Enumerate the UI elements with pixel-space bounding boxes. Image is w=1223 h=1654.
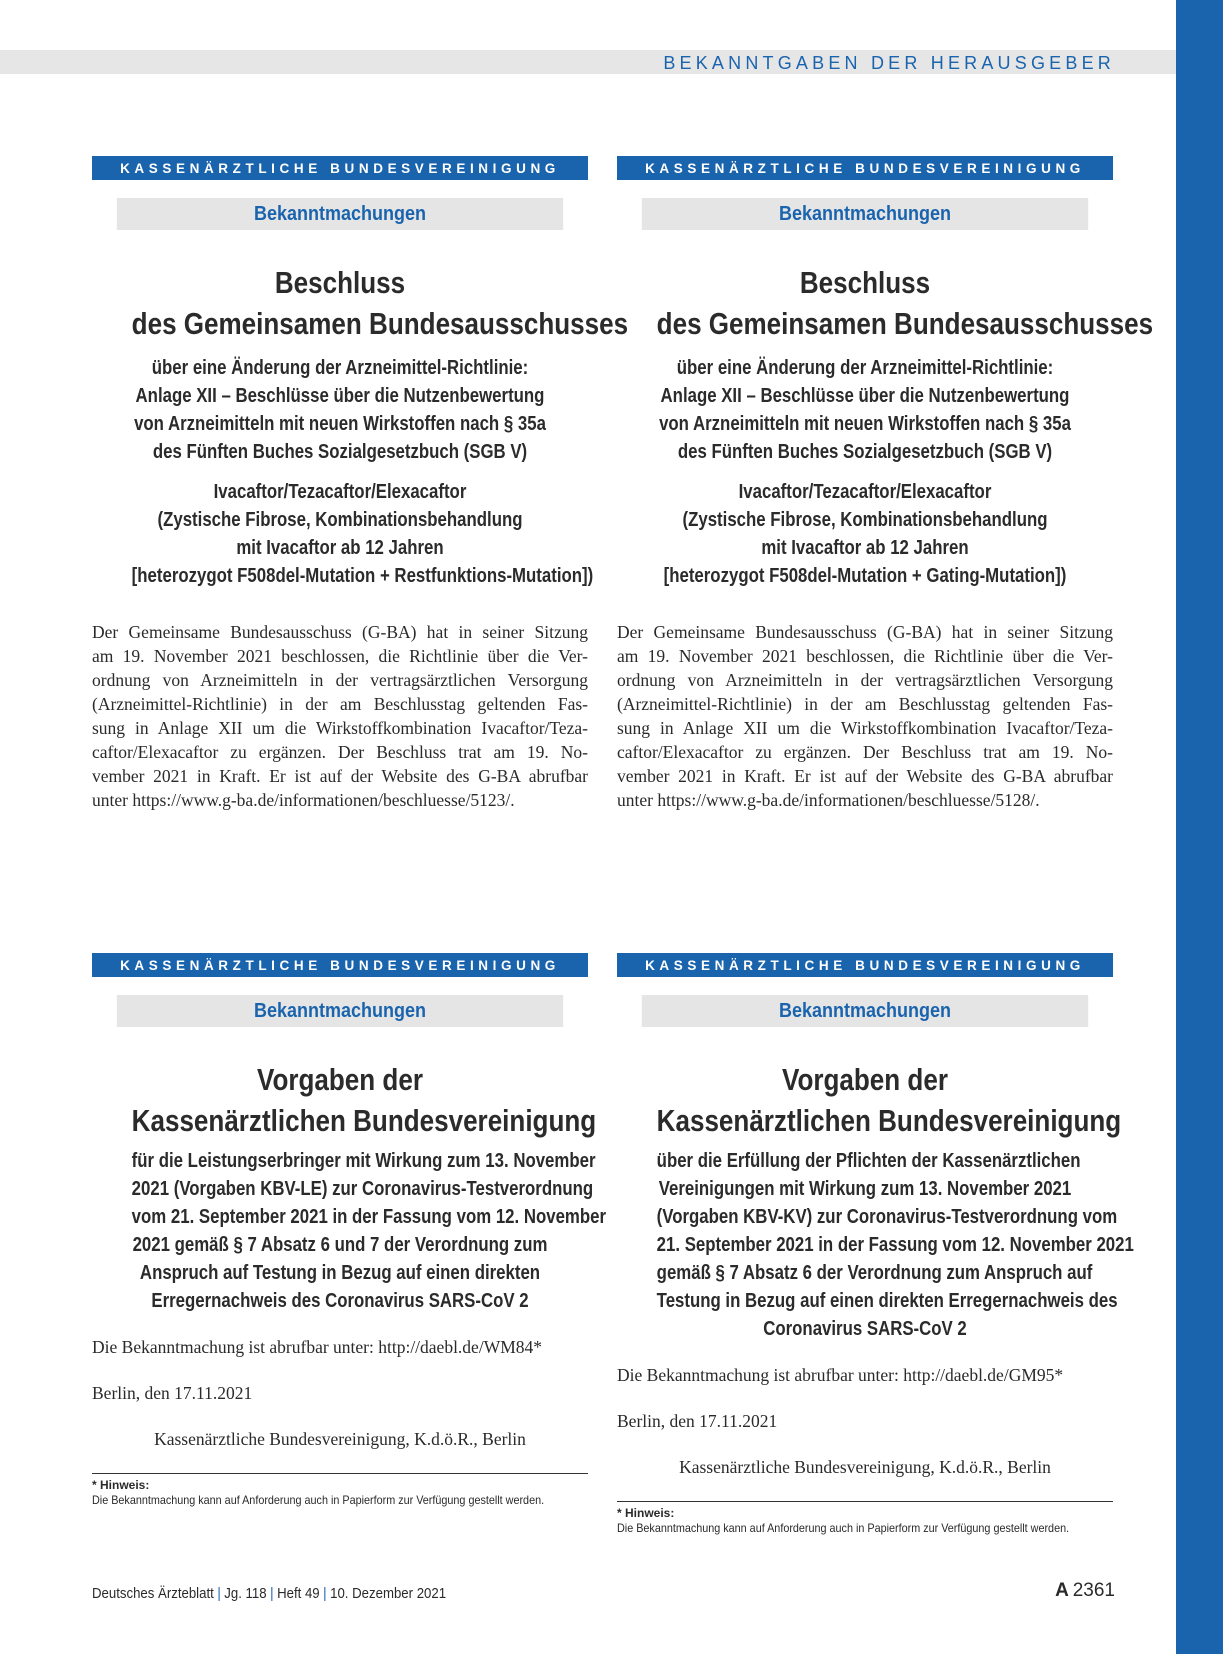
footnote-text: Die Bekanntmachung kann auf Anforderung auch in Papierform zur Verfügung gestellt werden. <box>617 1521 1070 1535</box>
place-date: Berlin, den 17.11.2021 <box>617 1411 778 1431</box>
issue-date: 10. Dezember 2021 <box>330 1585 447 1602</box>
notice-title: Vorgaben der Kassenärztlichen Bundesvereinigung <box>656 1062 1122 1138</box>
category-bar: Bekanntmachungen <box>117 198 563 230</box>
kbv-label-bar: KASSENÄRZTLICHE BUNDESVEREINIGUNG <box>617 156 1113 180</box>
notice-subtitle: über eine Änderung der Arzneimittel-Richtlinie: Anlage XII – Beschlüsse über die Nutzenbewertung von Arzneimitteln mit neuen Wirkstoffen nach § 35a des Fünften Buches Sozialgesetzbuch (SGB V) <box>134 357 546 463</box>
notice-vorgaben-kv <box>617 953 1134 1536</box>
notice-body: Der Gemeinsame Bundesausschuss (G-BA) hat in seiner Sitzung am 19. November 2021 beschlossen, die Richtlinie über die Ver- ordnung von Arzneimitteln in der vertragsärztlichen Versorgung (Arzneimittel-Richtlinie) in der am Beschlusstag geltenden Fas- sung in Anlage XII um die Wirkstoffkombination Ivacaftor/Teza- caftor/Elexacaftor zu ergänzen. Der Beschluss trat am 19. No- vember 2021 in Kraft. Er ist auf der Website des G-BA abrufbar unter https://www.g-ba.de/informationen/beschluesse/5123/. <box>92 622 588 810</box>
place-date: Berlin, den 17.11.2021 <box>92 1383 253 1403</box>
kbv-label-bar: KASSENÄRZTLICHE BUNDESVEREINIGUNG <box>617 953 1113 977</box>
notice-vorgaben-le <box>92 953 607 1508</box>
footnote <box>92 1473 588 1508</box>
notice-subtitle: für die Leistungserbringer mit Wirkung zum 13. November 2021 (Vorgaben KBV-LE) zur Coronavirus-Testverordnung vom 21. September 2021 in der Fassung vom 12. November 2021 gemäß § 7 Absatz 6 und 7 der Verordnung zum Anspruch auf Testung in Bezug auf einen direkten Erregernachweis des Coronavirus SARS-CoV 2 <box>131 1150 607 1312</box>
issuer: Kassenärztliche Bundesvereinigung, K.d.ö.R., Berlin <box>679 1457 1051 1477</box>
page-prefix: A <box>1055 1580 1069 1601</box>
category-bar: Bekanntmachungen <box>642 198 1088 230</box>
footnote <box>617 1501 1113 1536</box>
footnote-title: * Hinweis: <box>617 1506 675 1520</box>
notice-title: Vorgaben der Kassenärztlichen Bundesvereinigung <box>131 1062 597 1138</box>
notice-subtitle: über eine Änderung der Arzneimittel-Richtlinie: Anlage XII – Beschlüsse über die Nutzenbewertung von Arzneimitteln mit neuen Wirkstoffen nach § 35a des Fünften Buches Sozialgesetzbuch (SGB V) <box>659 357 1071 463</box>
footer-separator: | <box>270 1585 274 1602</box>
notice-beschluss-1 <box>92 156 629 812</box>
footer-separator: | <box>323 1585 327 1602</box>
drug-heading: Ivacaftor/Tezacaftor/Elexacaftor (Zystische Fibrose, Kombinationsbehandlung mit Ivacaftor ab 12 Jahren [heterozygot F508del-Mutation + Restfunktions-Mutation]) <box>131 481 594 587</box>
journal-name: Deutsches Ärzteblatt <box>92 1585 214 1602</box>
footnote-text: Die Bekanntmachung kann auf Anforderung auch in Papierform zur Verfügung gestellt werden. <box>92 1493 545 1507</box>
kbv-label-bar: KASSENÄRZTLICHE BUNDESVEREINIGUNG <box>92 156 588 180</box>
category-bar: Bekanntmachungen <box>117 995 563 1027</box>
footnote-title: * Hinweis: <box>92 1478 150 1492</box>
journal-issue: Heft 49 <box>277 1585 320 1602</box>
notice-title: Beschluss des Gemeinsamen Bundesausschusses <box>656 265 1154 341</box>
issuer: Kassenärztliche Bundesvereinigung, K.d.ö.R., Berlin <box>154 1429 526 1449</box>
page-number <box>1055 1580 1115 1602</box>
footer-separator: | <box>217 1585 221 1602</box>
kbv-label-bar: KASSENÄRZTLICHE BUNDESVEREINIGUNG <box>92 953 588 977</box>
page-footer <box>92 1585 446 1602</box>
drug-heading: Ivacaftor/Tezacaftor/Elexacaftor (Zystische Fibrose, Kombinationsbehandlung mit Ivacaftor ab 12 Jahren [heterozygot F508del-Mutation + Gating-Mutation]) <box>663 481 1067 587</box>
notice-subtitle: über die Erfüllung der Pflichten der Kassenärztlichen Vereinigungen mit Wirkung zum 13. November 2021 (Vorgaben KBV-KV) zur Coronavirus-Testverordnung vom 21. September 2021 in der Fassung vom 12. November 2021 gemäß § 7 Absatz 6 der Verordnung zum Anspruch auf Testung in Bezug auf einen direkten Erregernachweis des Coronavirus SARS-CoV 2 <box>656 1150 1134 1340</box>
availability-text: Die Bekanntmachung ist abrufbar unter: http://daebl.de/WM84* <box>92 1337 543 1357</box>
availability-text: Die Bekanntmachung ist abrufbar unter: http://daebl.de/GM95* <box>617 1365 1064 1385</box>
section-title: BEKANNTGABEN DER HERAUSGEBER <box>663 53 1115 73</box>
blue-sidebar <box>1176 0 1223 1654</box>
notice-body: Der Gemeinsame Bundesausschuss (G-BA) hat in seiner Sitzung am 19. November 2021 beschlossen, die Richtlinie über die Ver- ordnung von Arzneimitteln in der vertragsärztlichen Versorgung (Arzneimittel-Richtlinie) in der am Beschlusstag geltenden Fas- sung in Anlage XII um die Wirkstoffkombination Ivacaftor/Teza- caftor/Elexacaftor zu ergänzen. Der Beschluss trat am 19. No- vember 2021 in Kraft. Er ist auf der Website des G-BA abrufbar unter https://www.g-ba.de/informationen/beschluesse/5128/. <box>617 622 1113 810</box>
page-number-value: 2361 <box>1072 1580 1115 1601</box>
journal-volume: Jg. 118 <box>224 1585 267 1602</box>
notice-title: Beschluss des Gemeinsamen Bundesausschusses <box>131 265 629 341</box>
notice-beschluss-2 <box>617 156 1154 812</box>
category-bar: Bekanntmachungen <box>642 995 1088 1027</box>
